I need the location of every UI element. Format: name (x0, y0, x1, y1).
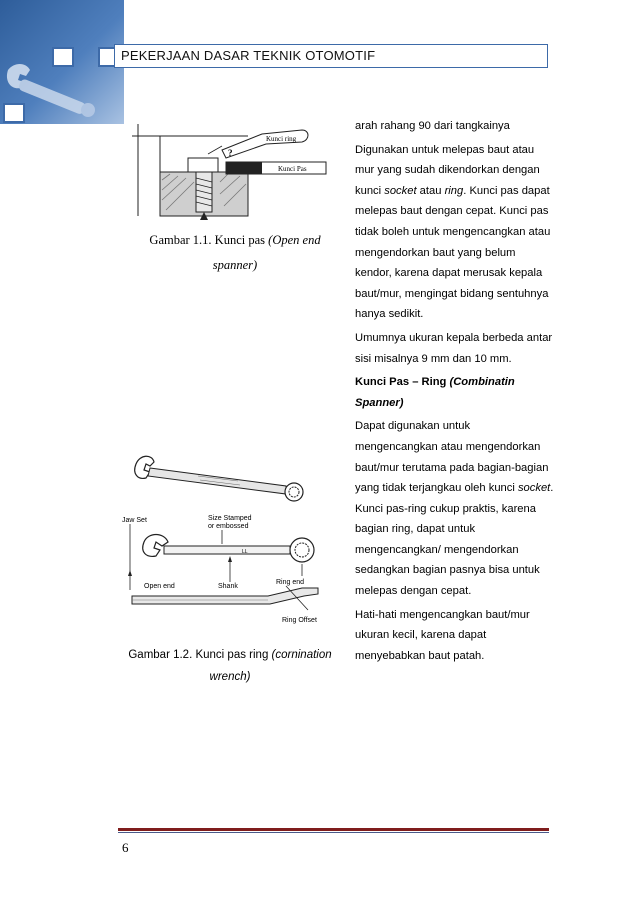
label-open-end: Open end (144, 583, 175, 590)
section-heading: Kunci Pas – Ring (Combinatin Spanner) (355, 376, 515, 409)
paragraph-2: Digunakan untuk melepas baut atau mur yang sudah dikendorkan dengan kunci socket atau ring. Kunci pas dapat melepas baut dengan cepat. Kunci pas tidak boleh untuk mengencangkan atau mengendorkan baut yang belum kendor, karena dapat merusak kepala baut/mur, mengingat bidang sentuhnya hanya sedikit. (355, 143, 551, 321)
label-shank: Shank (218, 583, 238, 590)
body-text-column (355, 116, 555, 669)
header-title: PEKERJAAN DASAR TEKNIK OTOMOTIF (121, 48, 376, 63)
label-ring-offset: Ring Offset (282, 617, 317, 624)
figure2-caption: Gambar 1.2. Kunci pas ring (cornination wrench) (128, 649, 332, 683)
label-kunci-ring: Kunci ring (266, 135, 297, 143)
figure-combination-wrench (118, 450, 332, 630)
label-or-embossed: or embossed (208, 523, 249, 530)
footer-rule (118, 828, 549, 831)
label-kunci-pas: Kunci Pas (278, 165, 307, 173)
header-square-3 (3, 103, 25, 123)
label-size-stamped: Size Stamped (208, 515, 252, 522)
figure-open-end-spanner (130, 120, 340, 220)
label-ring-end: Ring end (276, 579, 305, 586)
footer-rule-thin (118, 832, 549, 833)
paragraph-1: arah rahang 90 dari tangkainya (355, 120, 510, 132)
paragraph-5: Hati-hati mengencangkan baut/mur ukuran kecil, karena dapat menyebabkan baut patah. (355, 608, 530, 662)
label-question-mark: ? (228, 148, 233, 158)
page-number: 6 (122, 840, 129, 855)
figure1-caption: Gambar 1.1. Kunci pas (Open end spanner) (149, 233, 321, 272)
header-square-1 (52, 47, 74, 67)
paragraph-3: Umumnya ukuran kepala berbeda antar sisi misalnya 9 mm dan 10 mm. (355, 331, 553, 365)
paragraph-4: Dapat digunakan untuk mengencangkan atau mengendorkan baut/mur terutama pada bagian-bagian yang tidak terjangkau oleh kunci socket. Kunci pas-ring cukup praktis, karena bagian ring, dapat untuk mengencangkan/ mengendorkan sedangkan bagian pasnya bisa untuk melepas dengan cepat. (355, 420, 554, 598)
label-stamp: LL (242, 549, 248, 555)
label-jaw-set: Jaw Set (122, 517, 147, 524)
